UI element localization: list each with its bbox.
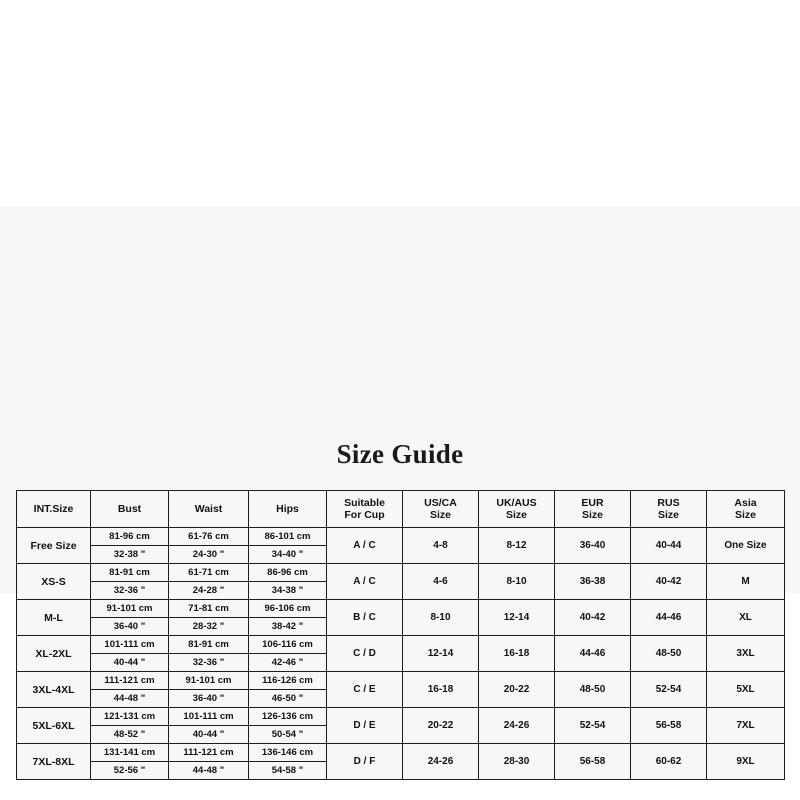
cell-uk-aus: 8-10 [479, 564, 555, 600]
cell-uk-aus: 8-12 [479, 528, 555, 564]
size-guide-table-wrapper [16, 490, 784, 780]
cell-uk-aus: 28-30 [479, 744, 555, 780]
cell-bust-cm: 91-101 cm [91, 600, 168, 618]
cell-hips-in: 34-40 " [271, 549, 304, 560]
cell-waist [169, 528, 249, 564]
column-header-line1: EUR [581, 496, 604, 509]
column-header-suitable-for-cup [327, 491, 403, 528]
column-header-line2: Size [581, 509, 603, 521]
cell-uk-aus: 20-22 [479, 672, 555, 708]
cell-uk-aus: 16-18 [479, 636, 555, 672]
cell-rus: 48-50 [631, 636, 707, 672]
cell-bust-in: 44-48 " [113, 693, 146, 704]
column-header-line1: INT.Size [33, 502, 74, 515]
column-header-line1: Waist [194, 502, 223, 515]
cell-hips [249, 672, 327, 708]
cell-waist-cm: 81-91 cm [169, 636, 248, 654]
cell-waist [169, 672, 249, 708]
cell-uk-aus: 24-26 [479, 708, 555, 744]
cell-bust-cm: 101-111 cm [91, 636, 168, 654]
cell-hips-cm: 136-146 cm [249, 744, 326, 762]
cell-waist-in: 32-36 " [192, 657, 225, 668]
cell-rus: 52-54 [631, 672, 707, 708]
column-header-asia-size [707, 491, 785, 528]
cell-asia: One Size [707, 528, 785, 564]
table-row [17, 672, 785, 708]
cell-hips [249, 708, 327, 744]
cell-asia: 3XL [707, 636, 785, 672]
column-header-line1: Hips [276, 502, 299, 515]
cell-hips-cm: 106-116 cm [249, 636, 326, 654]
cell-eur: 36-40 [555, 528, 631, 564]
cell-int-size: XL-2XL [17, 636, 91, 672]
cell-cup: A / C [327, 564, 403, 600]
cell-hips [249, 636, 327, 672]
cell-bust-cm: 131-141 cm [91, 744, 168, 762]
cell-int-size: M-L [17, 600, 91, 636]
column-header-line2: Size [429, 509, 451, 521]
cell-waist-in: 44-48 " [192, 765, 225, 776]
cell-waist [169, 744, 249, 780]
cell-us-ca: 20-22 [403, 708, 479, 744]
column-header-line2: For Cup [344, 509, 385, 521]
cell-rus: 44-46 [631, 600, 707, 636]
cell-asia: 5XL [707, 672, 785, 708]
column-header-rus-size [631, 491, 707, 528]
cell-bust-in: 36-40 " [113, 621, 146, 632]
cell-asia: M [707, 564, 785, 600]
column-header-line1: Suitable [344, 496, 385, 509]
cell-waist-cm: 61-71 cm [169, 564, 248, 582]
cell-bust [91, 528, 169, 564]
cell-waist-in: 24-30 " [192, 549, 225, 560]
cell-bust-in: 32-38 " [113, 549, 146, 560]
cell-int-size: XS-S [17, 564, 91, 600]
cell-bust-in: 48-52 " [113, 729, 146, 740]
cell-cup: B / C [327, 600, 403, 636]
cell-bust [91, 672, 169, 708]
cell-cup: D / F [327, 744, 403, 780]
cell-hips-in: 54-58 " [271, 765, 304, 776]
cell-eur: 36-38 [555, 564, 631, 600]
cell-us-ca: 8-10 [403, 600, 479, 636]
cell-waist-cm: 101-111 cm [169, 708, 248, 726]
cell-rus: 56-58 [631, 708, 707, 744]
column-header-bust [91, 491, 169, 528]
column-header-hips [249, 491, 327, 528]
cell-waist [169, 564, 249, 600]
cell-hips-in: 46-50 " [271, 693, 304, 704]
cell-bust [91, 564, 169, 600]
table-row [17, 636, 785, 672]
cell-bust [91, 708, 169, 744]
cell-int-size: Free Size [17, 528, 91, 564]
cell-asia: XL [707, 600, 785, 636]
cell-hips-cm: 116-126 cm [249, 672, 326, 690]
column-header-uk-aus-size [479, 491, 555, 528]
table-header [17, 491, 785, 528]
column-header-line2: Size [505, 509, 527, 521]
column-header-line1: Bust [117, 502, 142, 515]
column-header-line1: US/CA [424, 496, 457, 509]
cell-cup: C / D [327, 636, 403, 672]
cell-waist [169, 708, 249, 744]
cell-cup: C / E [327, 672, 403, 708]
cell-waist-in: 24-28 " [192, 585, 225, 596]
cell-waist-cm: 71-81 cm [169, 600, 248, 618]
cell-bust [91, 744, 169, 780]
table-row [17, 708, 785, 744]
cell-hips-in: 38-42 " [271, 621, 304, 632]
cell-int-size: 7XL-8XL [17, 744, 91, 780]
table-body [17, 528, 785, 780]
column-header-line1: Asia [734, 496, 757, 509]
column-header-line2: Size [734, 509, 756, 521]
cell-hips [249, 564, 327, 600]
cell-rus: 60-62 [631, 744, 707, 780]
cell-asia: 9XL [707, 744, 785, 780]
size-guide-panel [0, 207, 800, 776]
cell-waist [169, 600, 249, 636]
cell-waist-in: 28-32 " [192, 621, 225, 632]
cell-eur: 56-58 [555, 744, 631, 780]
cell-bust-in: 52-56 " [113, 765, 146, 776]
cell-hips [249, 744, 327, 780]
column-header-eur-size [555, 491, 631, 528]
cell-bust-in: 40-44 " [113, 657, 146, 668]
cell-bust-cm: 121-131 cm [91, 708, 168, 726]
cell-bust-in: 32-36 " [113, 585, 146, 596]
cell-int-size: 5XL-6XL [17, 708, 91, 744]
cell-waist-cm: 111-121 cm [169, 744, 248, 762]
cell-waist-cm: 91-101 cm [169, 672, 248, 690]
cell-eur: 52-54 [555, 708, 631, 744]
table-row [17, 528, 785, 564]
cell-hips [249, 600, 327, 636]
cell-bust-cm: 111-121 cm [91, 672, 168, 690]
cell-eur: 48-50 [555, 672, 631, 708]
cell-hips-in: 42-46 " [271, 657, 304, 668]
page-title: Size Guide [336, 439, 464, 469]
table-header-row [17, 491, 785, 528]
cell-int-size: 3XL-4XL [17, 672, 91, 708]
cell-hips-cm: 126-136 cm [249, 708, 326, 726]
cell-asia: 7XL [707, 708, 785, 744]
cell-hips [249, 528, 327, 564]
column-header-line1: UK/AUS [496, 496, 537, 509]
column-header-line2: Size [657, 509, 679, 521]
cell-us-ca: 4-6 [403, 564, 479, 600]
cell-bust-cm: 81-91 cm [91, 564, 168, 582]
cell-waist-in: 40-44 " [192, 729, 225, 740]
cell-bust [91, 636, 169, 672]
cell-us-ca: 16-18 [403, 672, 479, 708]
cell-rus: 40-44 [631, 528, 707, 564]
cell-hips-in: 50-54 " [271, 729, 304, 740]
column-header-int-size [17, 491, 91, 528]
cell-rus: 40-42 [631, 564, 707, 600]
cell-waist-cm: 61-76 cm [169, 528, 248, 546]
cell-us-ca: 4-8 [403, 528, 479, 564]
cell-waist [169, 636, 249, 672]
cell-us-ca: 24-26 [403, 744, 479, 780]
cell-waist-in: 36-40 " [192, 693, 225, 704]
size-guide-table [16, 490, 785, 780]
column-header-us-ca-size [403, 491, 479, 528]
table-row [17, 600, 785, 636]
cell-eur: 44-46 [555, 636, 631, 672]
cell-bust [91, 600, 169, 636]
table-row [17, 744, 785, 780]
cell-uk-aus: 12-14 [479, 600, 555, 636]
cell-hips-cm: 96-106 cm [249, 600, 326, 618]
cell-eur: 40-42 [555, 600, 631, 636]
cell-hips-cm: 86-96 cm [249, 564, 326, 582]
cell-cup: D / E [327, 708, 403, 744]
column-header-line1: RUS [657, 496, 680, 509]
cell-hips-cm: 86-101 cm [249, 528, 326, 546]
column-header-waist [169, 491, 249, 528]
table-row [17, 564, 785, 600]
cell-cup: A / C [327, 528, 403, 564]
cell-us-ca: 12-14 [403, 636, 479, 672]
cell-bust-cm: 81-96 cm [91, 528, 168, 546]
cell-hips-in: 34-38 " [271, 585, 304, 596]
